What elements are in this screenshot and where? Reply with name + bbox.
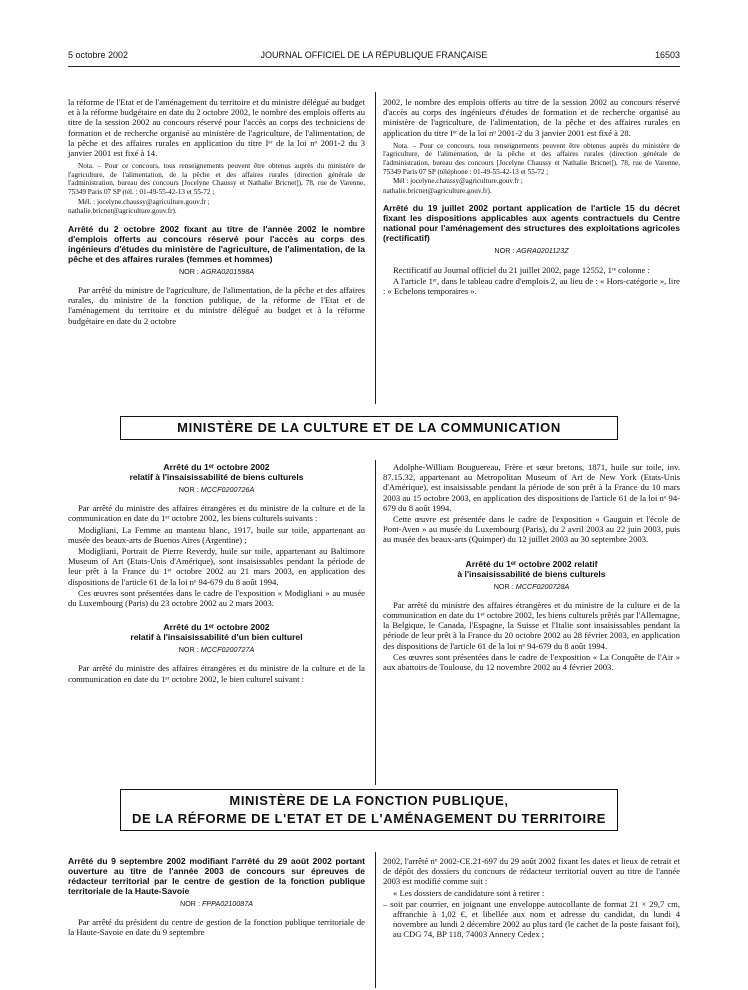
paragraph: A l'article 1ᵉʳ, dans le tableau cadre d'emplois 2, au lieu de : « Hors-catégorie », lire : « Echelons temporaires ». — [383, 275, 680, 296]
decree-title: Arrêté du 1ᵉʳ octobre 2002 relatif à l'insaisissabilité de biens culturels — [457, 558, 606, 579]
paragraph: Par arrêté du ministre des affaires étrangères et du ministre de la culture et de la communication en date du 1ᵉʳ octobre 2002, les biens culturels suivants : — [68, 503, 365, 524]
paragraph: 2002, le nombre des emplois offerts au titre de la session 2002 au concours réservé d'accès au corps des ingénieurs d'études de formation et de recherche organisé au ministère de l'agriculture, de l'alimentation, de la pêche et des affaires rurales en application du titre Iᵉʳ de la loi nᵒ 2001-2 du 3 janvier 2001 est fixé à 28. — [383, 97, 680, 138]
column-divider — [375, 852, 376, 988]
header-date: 5 octobre 2002 — [68, 50, 129, 60]
paragraph: Adolphe-William Bouguereau, Frère et sœur bretons, 1871, huile sur toile, inv. 87.15.32, appartenant au Metropolitan Museum of Art de New York (Etats-Unis d'Amérique), est insaisissable pendant la période de son prêt à la France du 10 mars 2003 au 15 octobre 2003, en application des dispositions de l'article 61 de la loi nᵒ 94-679 du 8 août 1994. — [383, 462, 680, 513]
paragraph: Cette œuvre est présentée dans le cadre de l'exposition « Gauguin et l'école de Pont-Aven » au musée du Luxembourg (Paris), du 2 avril 2003 au 22 juin 2003, puis au musée des beaux-arts (Quimper) du 12 juillet 2003 au 30 septembre 2003. — [383, 514, 680, 545]
nota-email: Mél : jocelyne.chaussy@agriculture.gouv.fr ; — [393, 177, 523, 186]
bottom-left-column — [68, 856, 365, 939]
paragraph: la réforme de l'Etat et de l'aménagement du territoire et du ministre délégué au budget et à la réforme budgétaire en date du 2 octobre 2002, le nombre des emplois offerts au titre de la session 2002 au concours réservé pour l'accès au corps des techniciens de formation et de recherche organisé au ministère de l'agriculture, de l'alimentation, de la pêche et des affaires rurales en application du titre Iᵉʳ de la loi nᵒ 2001-2 du 3 janvier 2001 est fixé à 14. — [68, 97, 365, 159]
nota-email: nathalie.bricnet@agriculture.gouv.fr). — [383, 186, 492, 195]
list-item: – soit par courrier, en joignant une enveloppe autocollante de format 21 × 29,7 cm, affranchie à 1,02 €, et libellée aux nom et adresse du candidat, du lundi 4 novembre au lundi 2 décembre 2002 au plus tard (le cachet de la poste faisant foi), au CDG 74, BP 118, 74003 Annecy Cedex ; — [383, 898, 680, 940]
top-right-column — [383, 97, 680, 297]
nota-text: Nota. – Pour ce concours, tous renseignements peuvent être obtenus auprès du ministère de l'agriculture, de l'alimentation, de la pêche et des affaires rurales (direction générale de l'administration, bureau des concours [Jocelyne Chaussy et Nathalie Bricnet]), 78, rue de Varenne, 75349 Paris 07 SP (tél. : 01-49-55-42-13 et 55-72 ; — [68, 162, 365, 196]
decree-title: Arrêté du 2 octobre 2002 fixant au titre de l'année 2002 le nombre d'emplois offerts au concours réservé pour l'accès au corps des ingénieurs d'études du ministère de l'agriculture, de l'alimentation, de la pêche et des affaires rurales (femmes et hommes) — [68, 223, 365, 264]
nor-reference: NOR : AGRA0201123Z — [494, 246, 569, 256]
decree-title: Arrêté du 19 juillet 2002 portant application de l'article 15 du décret fixant les dispositions applicables aux agents contractuels du Centre national pour l'aménagement des structures des exploitations agricoles (rectificatif) — [383, 203, 680, 244]
header-journal-title: JOURNAL OFFICIEL DE LA RÉPUBLIQUE FRANÇAISE — [260, 50, 488, 60]
mid-left-column — [68, 462, 365, 685]
paragraph: « Les dossiers de candidature sont à retirer : — [393, 887, 545, 898]
column-divider — [375, 92, 376, 404]
header-page-number: 16503 — [654, 50, 680, 60]
decree-title: Arrêté du 1ᵉʳ octobre 2002 relatif à l'insaisissabilité de biens culturels — [129, 462, 304, 482]
header-rule — [68, 66, 680, 67]
nor-reference: NOR : MCCF0200726A — [178, 485, 255, 494]
paragraph: Par arrêté du ministre des affaires étrangères et du ministre de la culture et de la communication en date du 1ᵉʳ octobre 2002, le bien culturel suivant : — [68, 663, 365, 684]
page-header — [68, 50, 680, 64]
decree-title: Arrêté du 9 septembre 2002 modifiant l'arrêté du 29 août 2002 portant ouverture au titre de l'année 2003 de concours sur épreuves de rédacteur territorial par le centre de gestion de la fonction publique territoriale de la Haute-Savoie — [68, 856, 365, 896]
paragraph: Par arrêté du ministre des affaires étrangères et du ministre de la culture et de la communication en date du 1ᵉʳ octobre 2002, les biens culturels prêtés par l'Allemagne, la Belgique, le Canada, l'Espagne, la Suisse et l'Italie sont insaisissables pendant la période de leur prêt à la France du 20 octobre 2002 au 28 février 2003, en application des dispositions de l'article 61 de la loi nᵒ 94-679 du 8 août 1994. — [383, 599, 680, 651]
paragraph: 2002, l'arrêté nᵒ 2002-CE.21-697 du 29 août 2002 fixant les dates et lieux de retrait et de dépôt des dossiers du concours de rédacteur territorial ouvert au titre de l'année 2003 est modifié comme suit : — [383, 856, 680, 887]
nota-email: Mél. : jocelyne.chaussy@agriculture.gouv.fr ; — [78, 197, 210, 206]
decree-title: Arrêté du 1ᵉʳ octobre 2002 relatif à l'insaisissabilité d'un bien culturel — [130, 622, 303, 643]
nor-reference: NOR : FPPA0210087A — [180, 899, 253, 908]
ministry-title: MINISTÈRE DE LA CULTURE ET DE LA COMMUNICATION — [177, 420, 561, 435]
nor-reference: NOR : MCCF0200727A — [178, 645, 255, 655]
paragraph: Rectificatif au Journal officiel du 21 juillet 2002, page 12552, 1ʳᵉ colonne : — [393, 264, 650, 275]
paragraph: Modigliani, La Femme au manteau blanc, 1917, huile sur toile, appartenant au musée des beaux-arts de Buenos Aires (Argentine) ; — [68, 524, 365, 545]
mid-right-column — [383, 462, 680, 673]
column-divider — [375, 460, 376, 785]
top-left-column — [68, 97, 365, 327]
nota-email: nathalie.bricnet@agriculture.gouv.fr). — [68, 207, 177, 216]
paragraph: Ces œuvres sont présentées dans le cadre de l'exposition « Modigliani » au musée du Luxembourg (Paris) du 23 octobre 2002 au 2 mars 2003. — [68, 587, 365, 609]
ministry-heading — [120, 416, 618, 440]
ministry-title: DE LA RÉFORME DE L'ETAT ET DE L'AMÉNAGEMENT DU TERRITOIRE — [132, 811, 606, 826]
nota-text: Nota. – Pour ce concours, tous renseignements peuvent être obtenus auprès du ministère de l'agriculture, de l'alimentation, de la pêche et des affaires rurales (direction générale de l'administration, bureau des concours [Jocelyne Chaussy et Nathalie Bricnet]), 78, rue de Varenne, 75349 Paris 07 SP (téléphone : 01-49-55-42-13 et 55-72 ; — [383, 141, 680, 176]
nor-reference: NOR : MCCF0200728A — [493, 581, 570, 591]
paragraph: Par arrêté du président du centre de gestion de la fonction publique territoriale de la Haute-Savoie en date du 9 septembre — [68, 917, 365, 938]
nor-reference: NOR : AGRA0201598A — [178, 266, 255, 276]
paragraph: Par arrêté du ministre de l'agriculture, de l'alimentation, de la pêche et des affaires rurales, du ministre de la fonction publique, de la réforme de l'Etat et de l'aménagement du territoire et du ministre délégué au budget et à la réforme budgétaire en date du 2 octobre — [68, 284, 365, 326]
ministry-title: MINISTÈRE DE LA FONCTION PUBLIQUE, — [229, 793, 509, 808]
paragraph: Ces œuvres sont présentées dans le cadre de l'exposition « La Conquête de l'Air » aux abattoirs de Toulouse, du 12 novembre 2002 au 4 février 2003. — [383, 651, 680, 673]
bottom-right-column — [383, 856, 680, 940]
paragraph: Modigliani, Portrait de Pierre Reverdy, huile sur toile, appartenant au Baltimore Museum of Art (Etats-Unis d'Amérique), sont insaisissables pendant la période de leur prêt à la France du 1ᵉʳ octobre 2002 au 21 mars 2003, en application des dispositions de l'article 61 de la loi nᵒ 94-679 du 8 août 1994. — [68, 546, 365, 587]
ministry-heading — [120, 789, 618, 831]
